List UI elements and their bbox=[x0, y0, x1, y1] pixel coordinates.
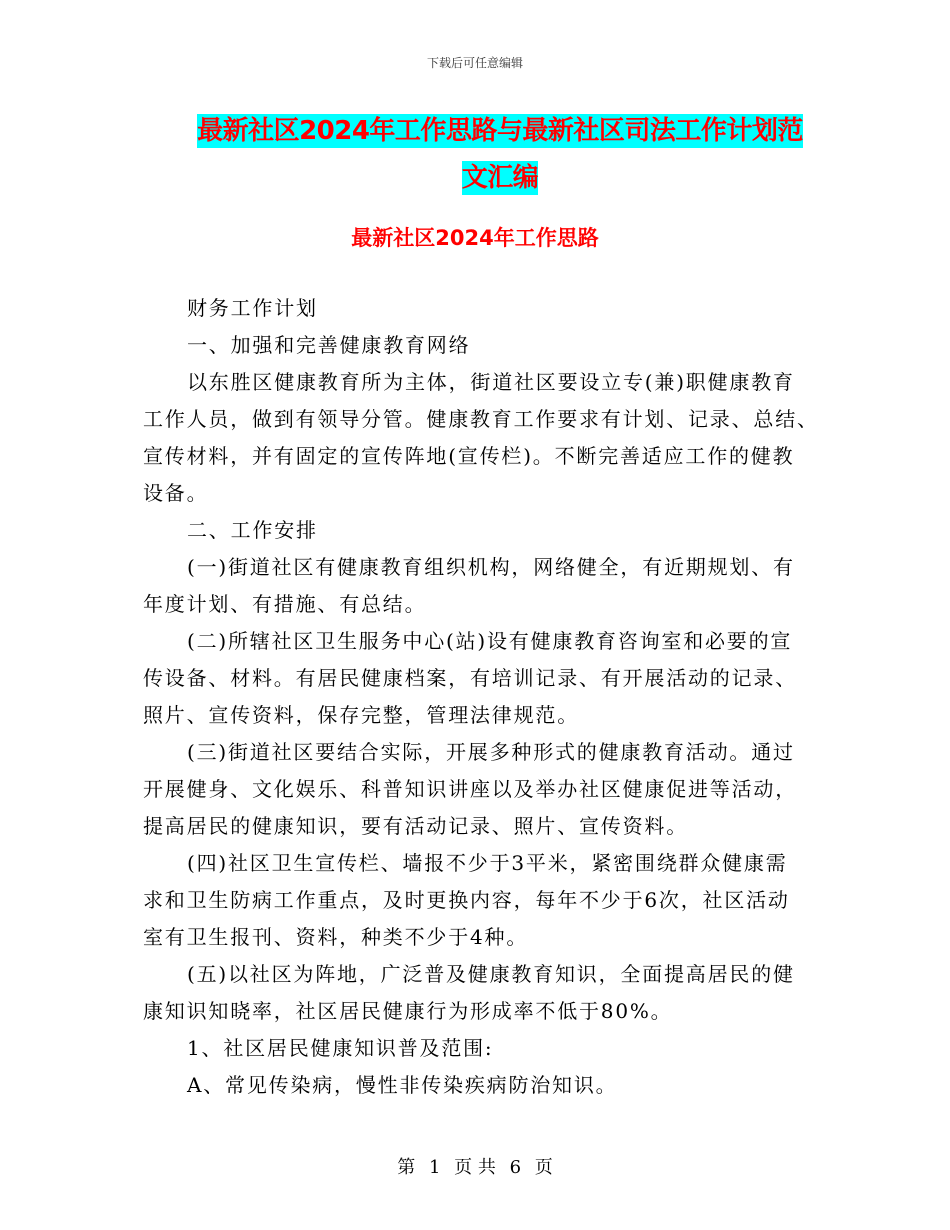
paragraph-line: (二)所辖社区卫生服务中心(站)设有健康教育咨询室和必要的宣 bbox=[187, 629, 793, 653]
paragraph-line: 室有卫生报刊、资料，种类不少于4种。 bbox=[143, 925, 529, 949]
paragraph-line: 照片、宣传资料，保存完整，管理法律规范。 bbox=[143, 703, 579, 727]
page-mid: 页 共 bbox=[454, 1157, 496, 1178]
paragraph-line: (三)街道社区要结合实际，开展多种形式的健康教育活动。通过 bbox=[187, 740, 795, 764]
document-title-line2: 文汇编 bbox=[461, 163, 539, 193]
body-text bbox=[143, 290, 819, 1104]
document-title bbox=[150, 108, 850, 202]
page-suffix: 页 bbox=[534, 1157, 553, 1178]
page-total: 6 bbox=[509, 1157, 522, 1178]
paragraph-line: (四)社区卫生宣传栏、墙报不少于3平米，紧密围绕群众健康需 bbox=[187, 851, 788, 875]
paragraph-line: 传设备、材料。有居民健康档案，有培训记录、有开展活动的记录、 bbox=[143, 666, 797, 690]
paragraph-line: 设备。 bbox=[143, 481, 209, 505]
paragraph-line: 1、社区居民健康知识普及范围: bbox=[187, 1036, 494, 1060]
paragraph-line: 康知识知晓率，社区居民健康行为形成率不低于80%。 bbox=[143, 999, 673, 1023]
paragraph-line: 财务工作计划 bbox=[187, 296, 318, 320]
paragraph-line: 开展健身、文化娱乐、科普知识讲座以及举办社区健康促进等活动， bbox=[143, 777, 797, 801]
paragraph-line: 工作人员，做到有领导分管。健康教育工作要求有计划、记录、总结、 bbox=[143, 407, 819, 431]
paragraph-line: 二、工作安排 bbox=[187, 518, 318, 542]
section-title: 最新社区2024年工作思路 bbox=[351, 226, 599, 250]
paragraph-line: (一)街道社区有健康教育组织机构，网络健全，有近期规划、有 bbox=[187, 555, 795, 579]
paragraph-line: (五)以社区为阵地，广泛普及健康教育知识，全面提高居民的健 bbox=[187, 962, 795, 986]
page-current: 1 bbox=[428, 1157, 441, 1178]
paragraph-line: 提高居民的健康知识，要有活动记录、照片、宣传资料。 bbox=[143, 814, 688, 838]
page-footer bbox=[0, 1153, 950, 1179]
paragraph-line: 求和卫生防病工作重点，及时更换内容，每年不少于6次，社区活动 bbox=[143, 888, 790, 912]
document-title-line1: 最新社区2024年工作思路与最新社区司法工作计划范 bbox=[197, 116, 803, 146]
paragraph-line: 以东胜区健康教育所为主体，街道社区要设立专(兼)职健康教育 bbox=[187, 370, 795, 394]
paragraph-line: 年度计划、有措施、有总结。 bbox=[143, 592, 427, 616]
paragraph-line: A、常见传染病，慢性非传染疾病防治知识。 bbox=[187, 1073, 618, 1097]
paragraph-line: 一、加强和完善健康教育网络 bbox=[187, 333, 471, 357]
paragraph-line: 宣传材料，并有固定的宣传阵地(宣传栏)。不断完善适应工作的健教 bbox=[143, 444, 795, 468]
header-note: 下载后可任意编辑 bbox=[426, 56, 523, 70]
page-prefix: 第 bbox=[397, 1157, 416, 1178]
